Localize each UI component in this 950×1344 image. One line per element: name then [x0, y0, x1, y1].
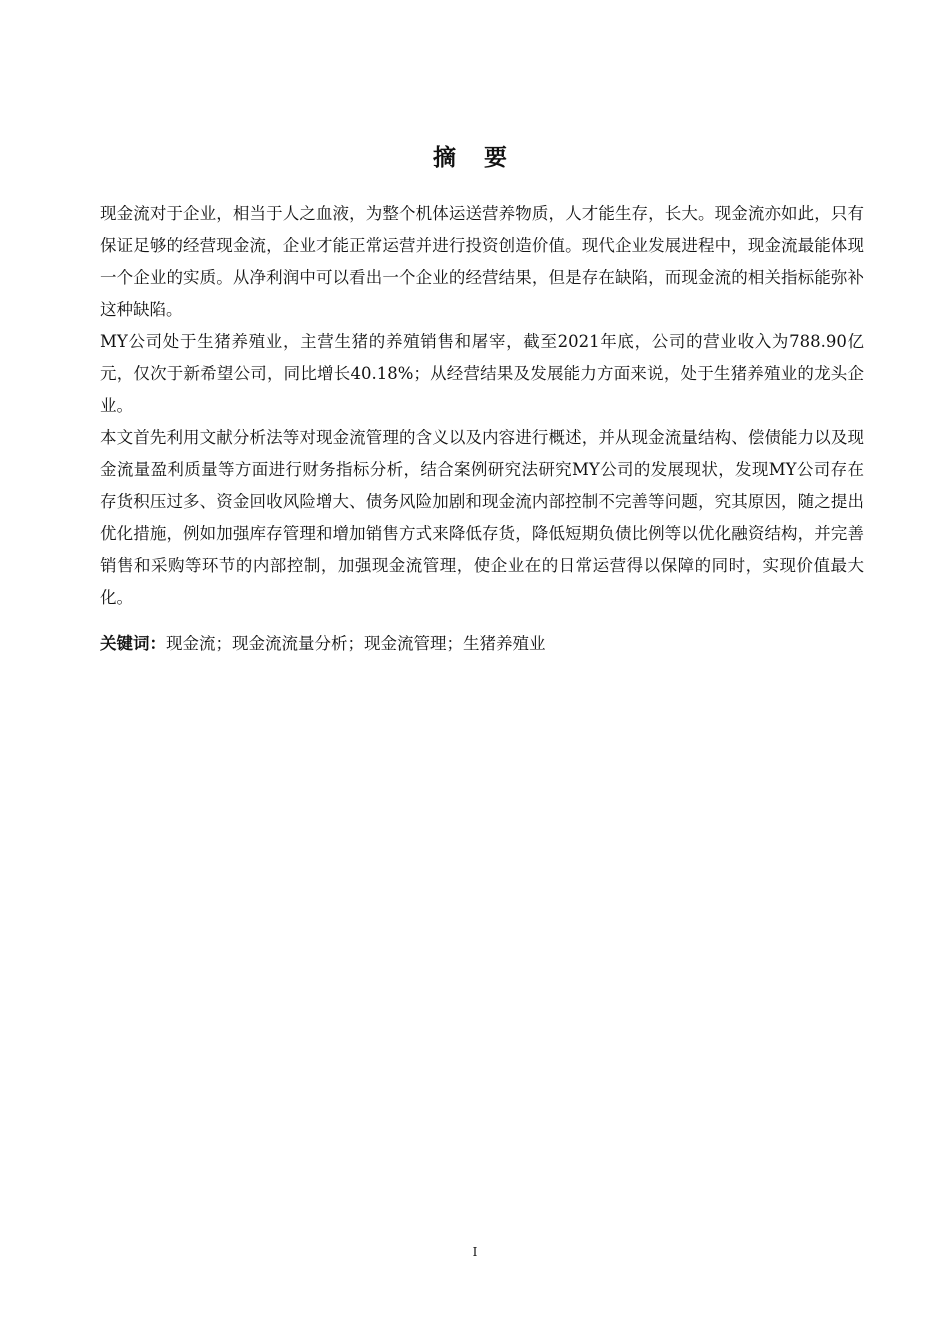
- keywords-line: [100, 628, 864, 660]
- keywords-label: 关键词：: [100, 634, 166, 653]
- page-title: 摘 要: [432, 145, 517, 171]
- abstract-body: [100, 198, 864, 660]
- page-number: I: [472, 1245, 478, 1259]
- abstract-paragraph-1: 现金流对于企业，相当于人之血液，为整个机体运送营养物质，人才能生存，长大。现金流亦如此，只有保证足够的经营现金流，企业才能正常运营并进行投资创造价值。现代企业发展进程中，现金流最能体现一个企业的实质。从净利润中可以看出一个企业的经营结果，但是存在缺陷，而现金流的相关指标能弥补这种缺陷。: [100, 204, 864, 319]
- abstract-paragraph-3: 本文首先利用文献分析法等对现金流管理的含义以及内容进行概述，并从现金流量结构、偿债能力以及现金流量盈利质量等方面进行财务指标分析，结合案例研究法研究MY公司的发展现状，发现MY公司存在存货积压过多、资金回收风险增大、债务风险加剧和现金流内部控制不完善等问题，究其原因，随之提出优化措施，例如加强库存管理和增加销售方式来降低存货，降低短期负债比例等以优化融资结构，并完善销售和采购等环节的内部控制，加强现金流管理，使企业在的日常运营得以保障的同时，实现价值最大化。: [100, 428, 864, 607]
- keywords-text: 现金流；现金流流量分析；现金流管理；生猪养殖业: [166, 634, 546, 653]
- abstract-paragraph-2: MY公司处于生猪养殖业，主营生猪的养殖销售和屠宰，截至2021年底，公司的营业收入为788.90亿元，仅次于新希望公司，同比增长40.18%；从经营结果及发展能力方面来说，处于生猪养殖业的龙头企业。: [100, 332, 864, 415]
